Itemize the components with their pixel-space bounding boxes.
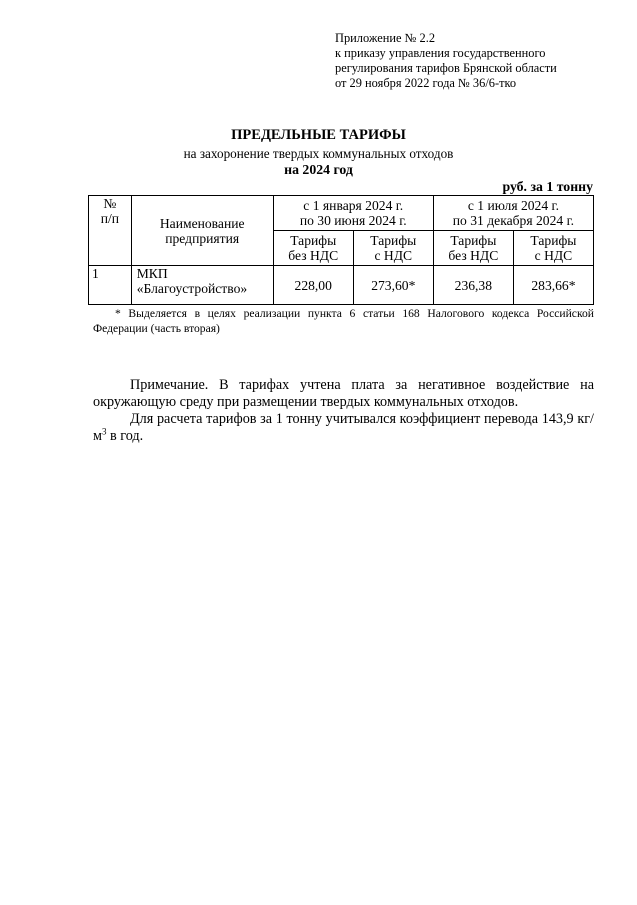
annex-order-ref: к приказу управления государственного: [335, 46, 546, 60]
annex-header: [335, 31, 557, 91]
cell-p1-vat: 273,60*: [353, 266, 433, 305]
cell-p2-vat: 283,66*: [513, 266, 593, 305]
note-paragraph: Примечание. В тарифах учтена плата за негативное воздействие на окружающую среду при размещении твердых коммунальных отходов.: [93, 377, 594, 410]
document-subtitle: на захоронение твердых коммунальных отходов: [183, 146, 454, 161]
coefficient-text: Для расчета тарифов за 1 тонну учитывался коэффициент перевода 143,9 кг/м: [93, 411, 594, 444]
row-number: 1: [89, 266, 132, 305]
subheader-p1-vat: Тарифы с НДС: [353, 231, 433, 266]
cubic-superscript: 3: [101, 426, 107, 437]
unit-label: руб. за 1 тонну: [502, 179, 593, 194]
annex-number: Приложение № 2.2: [335, 31, 436, 45]
annex-authority: регулирования тарифов Брянской области: [335, 61, 557, 75]
table-header-row: [89, 196, 594, 231]
subheader-p2-no-vat: Тарифы без НДС: [433, 231, 513, 266]
header-number: № п/п: [89, 196, 132, 266]
table-row: [89, 266, 594, 305]
coefficient-tail: в год.: [106, 428, 144, 444]
header-period-1: с 1 января 2024 г. по 30 июня 2024 г.: [273, 196, 433, 231]
header-enterprise-name: Наименование предприятия: [131, 196, 273, 266]
tariff-table: [88, 195, 594, 305]
coefficient-paragraph: [93, 411, 594, 445]
cell-p1-no-vat: 228,00: [273, 266, 353, 305]
document-year: на 2024 год: [284, 162, 353, 177]
document-title: ПРЕДЕЛЬНЫЕ ТАРИФЫ: [231, 127, 406, 143]
cell-p2-no-vat: 236,38: [433, 266, 513, 305]
subheader-p1-no-vat: Тарифы без НДС: [273, 231, 353, 266]
subheader-p2-vat: Тарифы с НДС: [513, 231, 593, 266]
row-enterprise-name: МКП «Благоустройство»: [131, 266, 273, 305]
footnote: * Выделяется в целях реализации пункта 6 статьи 168 Налогового кодекса Российской Федерации (часть вторая): [93, 307, 594, 335]
annex-date-number: от 29 ноября 2022 года № 36/6-тко: [335, 76, 517, 90]
header-period-2: с 1 июля 2024 г. по 31 декабря 2024 г.: [433, 196, 593, 231]
